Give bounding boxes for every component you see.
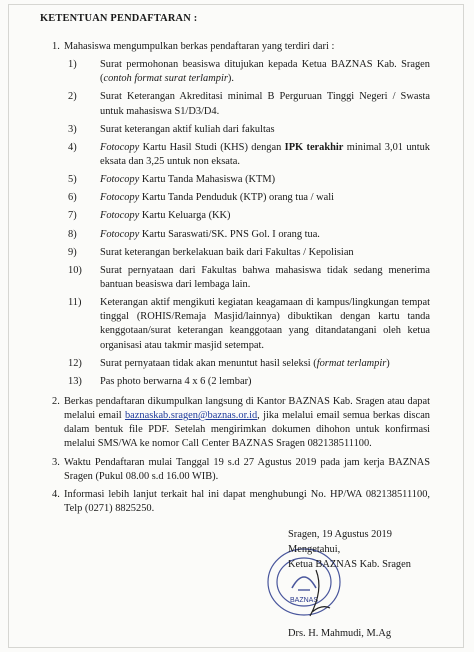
- sub-text: Surat Keterangan Akreditasi minimal B Perguruan Tinggi Negeri / Swasta untuk mahasiswa S1/D3/D4.: [100, 91, 430, 117]
- sub-text: Surat pernyataan tidak akan menuntut hasil seleksi (: [100, 357, 317, 369]
- email-link[interactable]: baznaskab.sragen@baznas.or.id: [124, 410, 258, 422]
- signature-scribble: [310, 570, 330, 616]
- requirements-list: [52, 40, 431, 520]
- item-number: 4.: [52, 488, 60, 500]
- sub-text: ).: [227, 73, 234, 85]
- sub-item: [68, 209, 430, 223]
- sub-item: [68, 173, 430, 187]
- sub-number: 9): [68, 246, 77, 258]
- sub-text: Kartu Hasil Studi (KHS) dengan: [139, 141, 285, 153]
- sub-item: [68, 264, 430, 292]
- signer-name: Drs. H. Mahmudi, M.Ag: [288, 628, 392, 639]
- sub-text: Kartu Tanda Mahasiswa (KTM): [139, 174, 276, 186]
- sub-text: Kartu Saraswati/SK. PNS Gol. I orang tua.: [139, 228, 320, 240]
- sub-list: [68, 58, 430, 389]
- list-item: [52, 395, 431, 452]
- sub-number: 6): [68, 192, 77, 204]
- item-text: Berkas pendaftaran dikumpulkan langsung di Kantor BAZNAS Kab. Sragen atau dapat melalui email: [64, 395, 430, 422]
- sub-text: Surat keterangan aktif kuliah dari fakultas: [100, 123, 275, 135]
- sub-item: [68, 357, 430, 371]
- sub-text-bold: IPK terakhir: [284, 141, 344, 153]
- place-date: Sragen, 19 Agustus 2019: [288, 529, 392, 540]
- item-text: Waktu Pendaftaran mulai Tanggal 19 s.d 27 Agustus 2019 pada jam kerja BAZNAS Sragen (Pukul 08.00 s.d 16.00 WIB).: [64, 456, 430, 482]
- sub-text-italic: Fotocopy: [100, 174, 140, 186]
- item-text: Mahasiswa mengumpulkan berkas pendaftaran yang terdiri dari :: [64, 41, 335, 52]
- sub-text: minimal 3,01 untuk eksata dan 3,25 untuk non eksata.: [100, 141, 430, 167]
- sub-text-italic: format terlampir: [316, 357, 387, 369]
- sub-text: Surat pernyataan dari Fakultas bahwa mahasiswa tidak sedang menerima bantuan beasiswa dari lembaga lain.: [100, 264, 430, 290]
- sub-number: 12): [68, 357, 82, 369]
- sub-text: ): [386, 357, 390, 369]
- sub-number: 3): [68, 123, 77, 135]
- sub-text: Kartu Tanda Penduduk (KTP) orang tua / wali: [139, 192, 334, 204]
- knowing-label: Mengetahui,: [288, 544, 341, 556]
- sub-text: Kartu Keluarga (KK): [139, 210, 231, 222]
- sub-text-italic: Fotocopy: [100, 192, 140, 204]
- item-text: , jika melalui email semua berkas discan dalam bentuk file PDF. Setelah mengirimkan dokumen dihohon untuk konfirmasi melalui SMS/WA ke nomor Call Center BAZNAS Sragen 082138511100.: [64, 410, 431, 450]
- list-item: [52, 40, 430, 389]
- signature-block: [288, 527, 411, 572]
- sub-item: [68, 228, 430, 242]
- list-item: [52, 488, 430, 516]
- sub-item: [68, 246, 430, 260]
- sub-text-italic: Fotocopy: [100, 210, 140, 222]
- sub-item: [68, 141, 430, 169]
- sub-text: Surat keterangan berkelakuan baik dari Fakultas / Kepolisian: [100, 246, 354, 258]
- sub-text: Pas photo berwarna 4 x 6 (2 lembar): [100, 375, 252, 387]
- stamp-text: BAZNAS: [289, 597, 319, 604]
- document-heading: KETENTUAN PENDAFTARAN :: [40, 13, 198, 24]
- sub-item: [68, 58, 430, 86]
- sub-number: 7): [68, 210, 77, 222]
- sub-number: 2): [68, 91, 77, 103]
- sub-number: 4): [68, 141, 77, 153]
- sub-number: 5): [68, 174, 77, 186]
- sub-text-italic: contoh format surat terlampir: [103, 73, 228, 85]
- sub-text: Keterangan aktif mengikuti kegiatan keagamaan di kampus/lingkungan tempat tinggal (ROHIS/Remaja Masjid/lainnya) dibuktikan dengan kartu tanda kenggotaan/surat keterangan keanggotaan yang ditandatangani oleh ketua organisasi atau takmir masjid setempat.: [100, 297, 430, 351]
- sub-number: 11): [68, 297, 82, 309]
- item-number: 2.: [52, 395, 60, 407]
- sub-item: [68, 123, 430, 137]
- sub-item: [68, 191, 430, 205]
- sub-item: [68, 90, 430, 118]
- item-text: Informasi lebih lanjut terkait hal ini dapat menghubungi No. HP/WA 082138511100, Telp (0271) 8825250.: [64, 488, 430, 514]
- list-item: [52, 456, 430, 484]
- sub-item: [68, 375, 430, 389]
- sub-text-italic: Fotocopy: [100, 228, 140, 240]
- sub-number: 1): [68, 59, 77, 71]
- sub-text: Surat permohonan beasiswa ditujukan kepada Ketua BAZNAS Kab. Sragen (: [100, 59, 430, 85]
- sub-item: [68, 296, 430, 353]
- item-number: 1.: [52, 41, 60, 52]
- sub-text-italic: Fotocopy: [100, 141, 140, 153]
- sub-number: 10): [68, 264, 82, 276]
- item-number: 3.: [52, 456, 60, 468]
- sub-number: 8): [68, 228, 77, 240]
- sub-number: 13): [68, 375, 82, 387]
- signer-position: Ketua BAZNAS Kab. Sragen: [288, 559, 411, 571]
